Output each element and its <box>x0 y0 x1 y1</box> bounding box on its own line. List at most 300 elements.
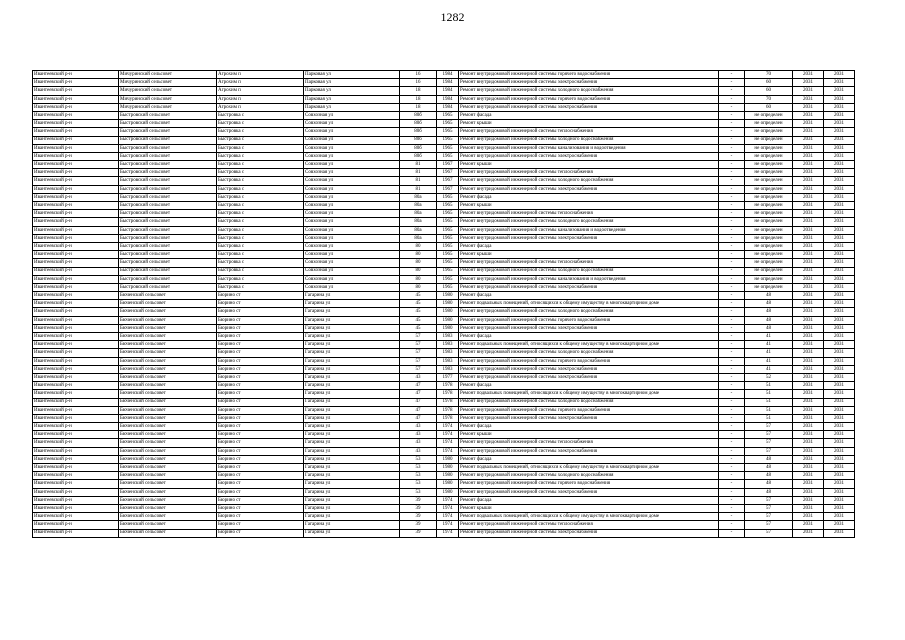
district-cell: Ивантеевский р-н <box>33 226 119 234</box>
work-type-cell: Ремонт крыши <box>459 504 719 512</box>
mark-cell: - <box>719 390 745 398</box>
start-year-cell: 2031 <box>793 193 824 201</box>
street-cell: Гагарина ул <box>304 349 400 357</box>
table-row <box>33 218 855 226</box>
end-year-cell: 2031 <box>824 259 855 267</box>
locality-cell: Бюрино ст <box>217 308 304 316</box>
settlement-cell: Мичуринский сельсовет <box>119 79 217 87</box>
start-year-cell: 2031 <box>793 161 824 169</box>
district-cell: Ивантеевский р-н <box>33 472 119 480</box>
start-year-cell: 2031 <box>793 496 824 504</box>
mark-cell: - <box>719 431 745 439</box>
settlement-cell: Бюченский сельсовет <box>119 300 217 308</box>
start-year-cell: 2031 <box>793 472 824 480</box>
mark-cell: - <box>719 120 745 128</box>
start-year-cell: 2031 <box>793 210 824 218</box>
table-row <box>33 87 855 95</box>
start-year-cell: 2031 <box>793 414 824 422</box>
street-cell: Совхозная ул <box>304 144 400 152</box>
table-row <box>33 464 855 472</box>
end-year-cell: 2031 <box>824 161 855 169</box>
table-row <box>33 152 855 160</box>
house-number-cell: 80б <box>400 111 437 119</box>
table-row <box>33 504 855 512</box>
wear-cell: 57 <box>745 496 793 504</box>
table-row <box>33 226 855 234</box>
wear-cell: 57 <box>745 521 793 529</box>
district-cell: Ивантеевский р-н <box>33 103 119 111</box>
end-year-cell: 2031 <box>824 455 855 463</box>
mark-cell: - <box>719 324 745 332</box>
start-year-cell: 2031 <box>793 242 824 250</box>
wear-cell: 51 <box>745 406 793 414</box>
mark-cell: - <box>719 423 745 431</box>
end-year-cell: 2031 <box>824 496 855 504</box>
settlement-cell: Бюченский сельсовет <box>119 521 217 529</box>
house-number-cell: 80а <box>400 193 437 201</box>
start-year-cell: 2031 <box>793 382 824 390</box>
locality-cell: Бюрино ст <box>217 406 304 414</box>
work-type-cell: Ремонт внутридомовой инженерной системы электроснабжения <box>459 283 719 291</box>
year-cell: 1974 <box>437 447 459 455</box>
settlement-cell: Бюченский сельсовет <box>119 480 217 488</box>
start-year-cell: 2031 <box>793 202 824 210</box>
work-type-cell: Ремонт крыши <box>459 251 719 259</box>
locality-cell: Быстровка с <box>217 226 304 234</box>
mark-cell: - <box>719 234 745 242</box>
wear-cell: 57 <box>745 439 793 447</box>
end-year-cell: 2031 <box>824 71 855 79</box>
locality-cell: Агрохим п <box>217 95 304 103</box>
mark-cell: - <box>719 300 745 308</box>
end-year-cell: 2031 <box>824 95 855 103</box>
district-cell: Ивантеевский р-н <box>33 242 119 250</box>
settlement-cell: Бюченский сельсовет <box>119 414 217 422</box>
mark-cell: - <box>719 488 745 496</box>
end-year-cell: 2031 <box>824 333 855 341</box>
district-cell: Ивантеевский р-н <box>33 341 119 349</box>
table-row <box>33 177 855 185</box>
wear-cell: 60 <box>745 103 793 111</box>
end-year-cell: 2031 <box>824 357 855 365</box>
mark-cell: - <box>719 382 745 390</box>
start-year-cell: 2031 <box>793 292 824 300</box>
table-row <box>33 324 855 332</box>
wear-cell: не определен <box>745 128 793 136</box>
wear-cell: 48 <box>745 324 793 332</box>
wear-cell: не определен <box>745 177 793 185</box>
street-cell: Гагарина ул <box>304 292 400 300</box>
house-number-cell: 80б <box>400 128 437 136</box>
locality-cell: Бюрино ст <box>217 472 304 480</box>
settlement-cell: Бюченский сельсовет <box>119 292 217 300</box>
year-cell: 1974 <box>437 439 459 447</box>
end-year-cell: 2031 <box>824 111 855 119</box>
year-cell: 1980 <box>437 488 459 496</box>
year-cell: 1974 <box>437 423 459 431</box>
house-number-cell: 45 <box>400 324 437 332</box>
settlement-cell: Бюченский сельсовет <box>119 504 217 512</box>
district-cell: Ивантеевский р-н <box>33 210 119 218</box>
locality-cell: Бюрино ст <box>217 365 304 373</box>
district-cell: Ивантеевский р-н <box>33 128 119 136</box>
year-cell: 1974 <box>437 529 459 537</box>
street-cell: Совхозная ул <box>304 202 400 210</box>
district-cell: Ивантеевский р-н <box>33 504 119 512</box>
locality-cell: Быстровка с <box>217 111 304 119</box>
year-cell: 1967 <box>437 169 459 177</box>
end-year-cell: 2031 <box>824 283 855 291</box>
street-cell: Гагарина ул <box>304 431 400 439</box>
table-row <box>33 455 855 463</box>
house-number-cell: 57 <box>400 341 437 349</box>
street-cell: Совхозная ул <box>304 161 400 169</box>
table-row <box>33 365 855 373</box>
mark-cell: - <box>719 373 745 381</box>
table-row <box>33 529 855 537</box>
table-row <box>33 333 855 341</box>
work-type-cell: Ремонт внутридомовой инженерной системы электроснабжения <box>459 324 719 332</box>
street-cell: Совхозная ул <box>304 226 400 234</box>
table-row <box>33 234 855 242</box>
mark-cell: - <box>719 464 745 472</box>
street-cell: Гагарина ул <box>304 488 400 496</box>
settlement-cell: Бюченский сельсовет <box>119 398 217 406</box>
house-number-cell: 81 <box>400 177 437 185</box>
year-cell: 1977 <box>437 373 459 381</box>
year-cell: 1978 <box>437 414 459 422</box>
street-cell: Совхозная ул <box>304 177 400 185</box>
end-year-cell: 2031 <box>824 324 855 332</box>
settlement-cell: Бюченский сельсовет <box>119 333 217 341</box>
wear-cell: 48 <box>745 316 793 324</box>
street-cell: Гагарина ул <box>304 300 400 308</box>
locality-cell: Бюрино ст <box>217 480 304 488</box>
table-row <box>33 103 855 111</box>
mark-cell: - <box>719 283 745 291</box>
street-cell: Совхозная ул <box>304 120 400 128</box>
locality-cell: Быстровка с <box>217 169 304 177</box>
work-type-cell: Ремонт внутридомовой инженерной системы горячего водоснабжения <box>459 71 719 79</box>
wear-cell: не определен <box>745 234 793 242</box>
district-cell: Ивантеевский р-н <box>33 398 119 406</box>
table-row <box>33 316 855 324</box>
house-number-cell: 18 <box>400 95 437 103</box>
district-cell: Ивантеевский р-н <box>33 185 119 193</box>
start-year-cell: 2031 <box>793 226 824 234</box>
locality-cell: Бюрино ст <box>217 349 304 357</box>
mark-cell: - <box>719 472 745 480</box>
house-number-cell: 57 <box>400 365 437 373</box>
work-type-cell: Ремонт фасада <box>459 242 719 250</box>
street-cell: Гагарина ул <box>304 316 400 324</box>
settlement-cell: Быстровский сельсовет <box>119 202 217 210</box>
start-year-cell: 2031 <box>793 398 824 406</box>
year-cell: 1965 <box>437 152 459 160</box>
year-cell: 1965 <box>437 234 459 242</box>
work-type-cell: Ремонт внутридомовой инженерной системы электроснабжения <box>459 79 719 87</box>
locality-cell: Бюрино ст <box>217 455 304 463</box>
district-cell: Ивантеевский р-н <box>33 447 119 455</box>
wear-cell: не определен <box>745 185 793 193</box>
start-year-cell: 2031 <box>793 406 824 414</box>
house-number-cell: 80а <box>400 226 437 234</box>
wear-cell: не определен <box>745 242 793 250</box>
wear-cell: не определен <box>745 218 793 226</box>
locality-cell: Быстровка с <box>217 218 304 226</box>
table-row <box>33 136 855 144</box>
end-year-cell: 2031 <box>824 308 855 316</box>
locality-cell: Быстровка с <box>217 259 304 267</box>
house-number-cell: 39 <box>400 529 437 537</box>
wear-cell: 51 <box>745 414 793 422</box>
wear-cell: не определен <box>745 283 793 291</box>
year-cell: 1978 <box>437 390 459 398</box>
house-number-cell: 80б <box>400 136 437 144</box>
end-year-cell: 2031 <box>824 300 855 308</box>
work-type-cell: Ремонт внутридомовой инженерной системы теплоснабжения <box>459 128 719 136</box>
start-year-cell: 2031 <box>793 431 824 439</box>
settlement-cell: Бюченский сельсовет <box>119 373 217 381</box>
house-number-cell: 57 <box>400 333 437 341</box>
settlement-cell: Быстровский сельсовет <box>119 169 217 177</box>
street-cell: Гагарина ул <box>304 455 400 463</box>
work-type-cell: Ремонт внутридомовой инженерной системы электроснабжения <box>459 234 719 242</box>
wear-cell: 48 <box>745 455 793 463</box>
locality-cell: Бюрино ст <box>217 504 304 512</box>
start-year-cell: 2031 <box>793 103 824 111</box>
locality-cell: Быстровка с <box>217 242 304 250</box>
settlement-cell: Бюченский сельсовет <box>119 341 217 349</box>
locality-cell: Бюрино ст <box>217 382 304 390</box>
work-type-cell: Ремонт внутридомовой инженерной системы холодного водоснабжения <box>459 472 719 480</box>
table-row <box>33 71 855 79</box>
street-cell: Совхозная ул <box>304 128 400 136</box>
house-number-cell: 53 <box>400 455 437 463</box>
year-cell: 1965 <box>437 111 459 119</box>
work-type-cell: Ремонт внутридомовой инженерной системы горячего водоснабжения <box>459 406 719 414</box>
work-type-cell: Ремонт фасада <box>459 455 719 463</box>
mark-cell: - <box>719 242 745 250</box>
street-cell: Совхозная ул <box>304 242 400 250</box>
work-type-cell: Ремонт внутридомовой инженерной системы холодного водоснабжения <box>459 349 719 357</box>
end-year-cell: 2031 <box>824 177 855 185</box>
work-type-cell: Ремонт подвальных помещений, относящихся к общему имуществу в многоквартирном доме <box>459 300 719 308</box>
work-type-cell: Ремонт внутридомовой инженерной системы электроснабжения <box>459 447 719 455</box>
district-cell: Ивантеевский р-н <box>33 439 119 447</box>
wear-cell: 48 <box>745 480 793 488</box>
mark-cell: - <box>719 357 745 365</box>
locality-cell: Бюрино ст <box>217 300 304 308</box>
district-cell: Ивантеевский р-н <box>33 390 119 398</box>
mark-cell: - <box>719 513 745 521</box>
year-cell: 1978 <box>437 406 459 414</box>
start-year-cell: 2031 <box>793 529 824 537</box>
start-year-cell: 2031 <box>793 439 824 447</box>
street-cell: Гагарина ул <box>304 382 400 390</box>
locality-cell: Агрохим п <box>217 103 304 111</box>
street-cell: Совхозная ул <box>304 275 400 283</box>
work-type-cell: Ремонт внутридомовой инженерной системы холодного водоснабжения <box>459 267 719 275</box>
house-number-cell: 80 <box>400 242 437 250</box>
end-year-cell: 2031 <box>824 234 855 242</box>
street-cell: Гагарина ул <box>304 341 400 349</box>
street-cell: Гагарина ул <box>304 496 400 504</box>
district-cell: Ивантеевский р-н <box>33 202 119 210</box>
table-row <box>33 251 855 259</box>
mark-cell: - <box>719 414 745 422</box>
locality-cell: Бюрино ст <box>217 292 304 300</box>
start-year-cell: 2031 <box>793 423 824 431</box>
wear-cell: 60 <box>745 79 793 87</box>
start-year-cell: 2031 <box>793 136 824 144</box>
start-year-cell: 2031 <box>793 373 824 381</box>
street-cell: Совхозная ул <box>304 267 400 275</box>
district-cell: Ивантеевский р-н <box>33 87 119 95</box>
district-cell: Ивантеевский р-н <box>33 218 119 226</box>
district-cell: Ивантеевский р-н <box>33 120 119 128</box>
house-number-cell: 47 <box>400 382 437 390</box>
start-year-cell: 2031 <box>793 455 824 463</box>
locality-cell: Быстровка с <box>217 193 304 201</box>
locality-cell: Бюрино ст <box>217 488 304 496</box>
work-type-cell: Ремонт внутридомовой инженерной системы теплоснабжения <box>459 210 719 218</box>
work-type-cell: Ремонт внутридомовой инженерной системы электроснабжения <box>459 488 719 496</box>
work-type-cell: Ремонт фасада <box>459 423 719 431</box>
table-row <box>33 406 855 414</box>
end-year-cell: 2031 <box>824 431 855 439</box>
end-year-cell: 2031 <box>824 439 855 447</box>
wear-cell: не определен <box>745 144 793 152</box>
house-number-cell: 80а <box>400 202 437 210</box>
year-cell: 1965 <box>437 193 459 201</box>
table-row <box>33 193 855 201</box>
wear-cell: 57 <box>745 423 793 431</box>
year-cell: 1974 <box>437 521 459 529</box>
house-number-cell: 80 <box>400 259 437 267</box>
end-year-cell: 2031 <box>824 79 855 87</box>
house-number-cell: 47 <box>400 390 437 398</box>
table-row <box>33 439 855 447</box>
district-cell: Ивантеевский р-н <box>33 144 119 152</box>
mark-cell: - <box>719 521 745 529</box>
settlement-cell: Бюченский сельсовет <box>119 308 217 316</box>
locality-cell: Быстровка с <box>217 128 304 136</box>
end-year-cell: 2031 <box>824 529 855 537</box>
wear-cell: не определен <box>745 202 793 210</box>
table-row <box>33 349 855 357</box>
mark-cell: - <box>719 169 745 177</box>
wear-cell: 48 <box>745 308 793 316</box>
settlement-cell: Быстровский сельсовет <box>119 267 217 275</box>
table-row <box>33 161 855 169</box>
mark-cell: - <box>719 226 745 234</box>
work-type-cell: Ремонт подвальных помещений, относящихся к общему имуществу в многоквартирном доме <box>459 513 719 521</box>
wear-cell: не определен <box>745 267 793 275</box>
settlement-cell: Быстровский сельсовет <box>119 152 217 160</box>
district-cell: Ивантеевский р-н <box>33 95 119 103</box>
wear-cell: не определен <box>745 169 793 177</box>
year-cell: 1980 <box>437 455 459 463</box>
settlement-cell: Бюченский сельсовет <box>119 349 217 357</box>
year-cell: 1974 <box>437 513 459 521</box>
locality-cell: Бюрино ст <box>217 439 304 447</box>
street-cell: Гагарина ул <box>304 365 400 373</box>
year-cell: 1965 <box>437 267 459 275</box>
house-number-cell: 47 <box>400 414 437 422</box>
mark-cell: - <box>719 259 745 267</box>
work-type-cell: Ремонт внутридомовой инженерной системы канализования и водоотведения <box>459 226 719 234</box>
house-number-cell: 39 <box>400 513 437 521</box>
wear-cell: не определен <box>745 120 793 128</box>
house-number-cell: 80 <box>400 283 437 291</box>
end-year-cell: 2031 <box>824 169 855 177</box>
start-year-cell: 2031 <box>793 521 824 529</box>
year-cell: 1984 <box>437 79 459 87</box>
start-year-cell: 2031 <box>793 480 824 488</box>
mark-cell: - <box>719 193 745 201</box>
mark-cell: - <box>719 95 745 103</box>
house-number-cell: 80а <box>400 218 437 226</box>
work-type-cell: Ремонт внутридомовой инженерной системы холодного водоснабжения <box>459 177 719 185</box>
wear-cell: 41 <box>745 357 793 365</box>
year-cell: 1965 <box>437 218 459 226</box>
end-year-cell: 2031 <box>824 521 855 529</box>
house-number-cell: 80 <box>400 275 437 283</box>
wear-cell: 51 <box>745 398 793 406</box>
street-cell: Гагарина ул <box>304 423 400 431</box>
work-type-cell: Ремонт крыши <box>459 161 719 169</box>
end-year-cell: 2031 <box>824 226 855 234</box>
start-year-cell: 2031 <box>793 169 824 177</box>
end-year-cell: 2031 <box>824 398 855 406</box>
settlement-cell: Бюченский сельсовет <box>119 529 217 537</box>
wear-cell: 60 <box>745 87 793 95</box>
start-year-cell: 2031 <box>793 300 824 308</box>
work-type-cell: Ремонт внутридомовой инженерной системы горячего водоснабжения <box>459 316 719 324</box>
end-year-cell: 2031 <box>824 120 855 128</box>
wear-cell: не определен <box>745 251 793 259</box>
district-cell: Ивантеевский р-н <box>33 177 119 185</box>
work-type-cell: Ремонт крыши <box>459 431 719 439</box>
mark-cell: - <box>719 87 745 95</box>
house-number-cell: 80а <box>400 234 437 242</box>
year-cell: 1974 <box>437 431 459 439</box>
settlement-cell: Быстровский сельсовет <box>119 210 217 218</box>
end-year-cell: 2031 <box>824 316 855 324</box>
year-cell: 1984 <box>437 87 459 95</box>
district-cell: Ивантеевский р-н <box>33 431 119 439</box>
wear-cell: не определен <box>745 226 793 234</box>
year-cell: 1967 <box>437 177 459 185</box>
start-year-cell: 2031 <box>793 251 824 259</box>
mark-cell: - <box>719 111 745 119</box>
table-row <box>33 79 855 87</box>
street-cell: Гагарина ул <box>304 357 400 365</box>
end-year-cell: 2031 <box>824 406 855 414</box>
house-number-cell: 18 <box>400 103 437 111</box>
work-type-cell: Ремонт внутридомовой инженерной системы теплоснабжения <box>459 169 719 177</box>
house-number-cell: 53 <box>400 488 437 496</box>
work-type-cell: Ремонт внутридомовой инженерной системы теплоснабжения <box>459 521 719 529</box>
settlement-cell: Быстровский сельсовет <box>119 136 217 144</box>
settlement-cell: Быстровский сельсовет <box>119 242 217 250</box>
work-type-cell: Ремонт внутридомовой инженерной системы холодного водоснабжения <box>459 87 719 95</box>
mark-cell: - <box>719 79 745 87</box>
district-cell: Ивантеевский р-н <box>33 71 119 79</box>
locality-cell: Быстровка с <box>217 144 304 152</box>
wear-cell: 57 <box>745 431 793 439</box>
